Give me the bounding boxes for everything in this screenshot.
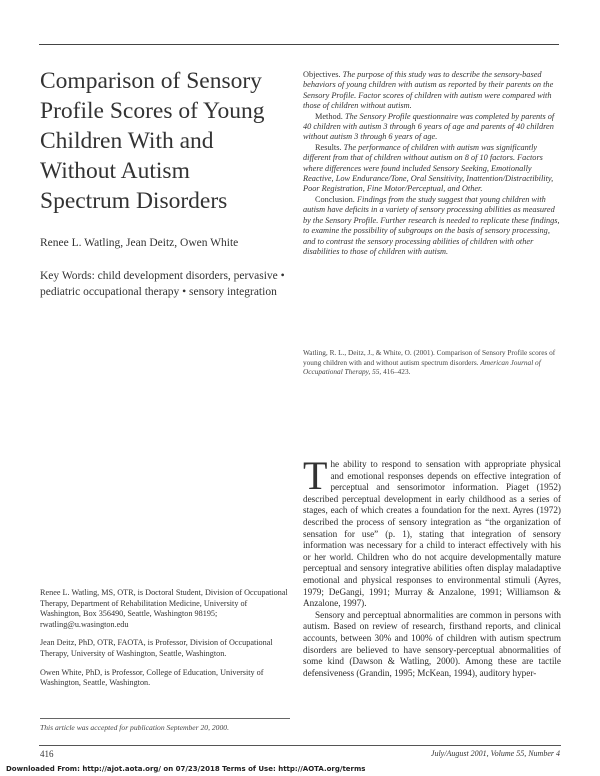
top-rule <box>39 44 559 45</box>
citation-journal: American Journal of Occupational Therapy, 55, <box>303 357 541 377</box>
author-list: Renee L. Watling, Jean Deitz, Owen White <box>40 237 239 249</box>
drop-cap: T <box>303 453 328 498</box>
abstract-method-label: Method. <box>315 111 343 121</box>
abstract-results-text: The performance of children with autism was significantly different from that of children without autism on 8 of 10 factors. Factors where differences were found included Sensory Seeking, Emotionally Reactive, Low Endurance/Tone, Oral Sensitivity, Inattention/Distractibility, Poor Registration, Fine Motor/Perceptual, and Other. <box>303 142 554 194</box>
abstract-objectives-label: Objectives. <box>303 70 341 79</box>
citation-text: Watling, R. L., Deitz, J., & White, O. (2001). Comparison of Sensory Profile scores of young children with and without autism spectrum disorders. <box>303 348 556 367</box>
citation <box>303 348 561 377</box>
accepted-note: This article was accepted for publication September 20, 2000. <box>40 723 229 732</box>
affiliation-white: Owen White, PhD, is Professor, College of Education, University of Washington, Seattle, Washington. <box>40 667 264 688</box>
abstract-objectives-text: The purpose of this study was to describe the sensory-based behaviors of young children with autism as reported by their parents on the Sensory Profile. Factor scores of children with autism were compared with those of children without autism. <box>303 70 554 111</box>
footer-rule <box>39 745 561 746</box>
journal-footer: July/August 2001, Volume 55, Number 4 <box>430 749 560 758</box>
abstract-results-label: Results. <box>315 142 342 152</box>
body-paragraph-2: Sensory and perceptual abnormalities are common in persons with autism. Based on review of research, firsthand reports, and clinical accounts, between 30% and 100% of children with autism spectrum disorders are believed to have sensory-perceptual abnormalities of some kind (Dawson & Watling, 2000). Among these are tactile defensiveness (Grandin, 1995; McKean, 1994), auditory hyper- <box>303 609 561 678</box>
article-title: Comparison of Sensory Profile Scores of Young Children With and Without Autism Spectrum Disorders <box>40 68 265 214</box>
abstract-conclusion-text: Findings from the study suggest that young children with autism have deficits in a variety of sensory processing abilities as measured by the Sensory Profile. Further research is needed to replicate these findings, to examine the possibility of subgroups on the basis of sensory processing, and to contrast the sensory processing abilities of children with other disabilities to those of children with autism. <box>303 194 560 256</box>
page-number: 416 <box>40 749 54 759</box>
body-paragraph-1: he ability to respond to sensation with appropriate physical and emotional responses depends on effective integration of perceptual and sensorimotor information. Piaget (1952) described perceptual development in early childhood as a series of stages, each of which creates a foundation for the next. Ayres (1972) described the process of sensory integration as “the organization of sensation for use” (p. 1), stating that integration of sensory information was necessary for a child to interact effectively with his or her world. Children who do not acquire developmentally mature perceptual and sensory integrative abilities often display maladaptive emotional and physical responses to environmental stimuli (Ayres, 1979; DeGangi, 1991; Murray & Anzalone, 1991; Williamson & Anzalone, 1997). <box>303 459 561 609</box>
download-notice: Downloaded From: http://ajot.aota.org/ on 07/23/2018 Terms of Use: http://AOTA.org/terms <box>6 765 366 773</box>
abstract <box>303 70 561 257</box>
abstract-method-text: The Sensory Profile questionnaire was completed by parents of 40 children with autism 3 through 6 years of age and parents of 40 children without autism 3 through 6 years of age. <box>303 111 555 142</box>
accepted-rule <box>40 718 290 719</box>
abstract-conclusion-label: Conclusion. <box>315 194 355 204</box>
article-body <box>303 453 561 679</box>
affiliation-deitz: Jean Deitz, PhD, OTR, FAOTA, is Professor, Division of Occupational Therapy, University of Washington, Seattle, Washington. <box>40 638 273 658</box>
affiliation-watling: Renee L. Watling, MS, OTR, is Doctoral Student, Division of Occupational Therapy, Department of Rehabilitation Medicine, University of Washington, Box 356490, Seattle, Washington 98195; rwatling@u.wasington.edu <box>40 588 288 629</box>
key-words: Key Words: child development disorders, pervasive • pediatric occupational therapy • sensory integration <box>40 270 285 298</box>
citation-pages: 416–423. <box>383 367 411 377</box>
author-affiliations <box>40 588 290 697</box>
